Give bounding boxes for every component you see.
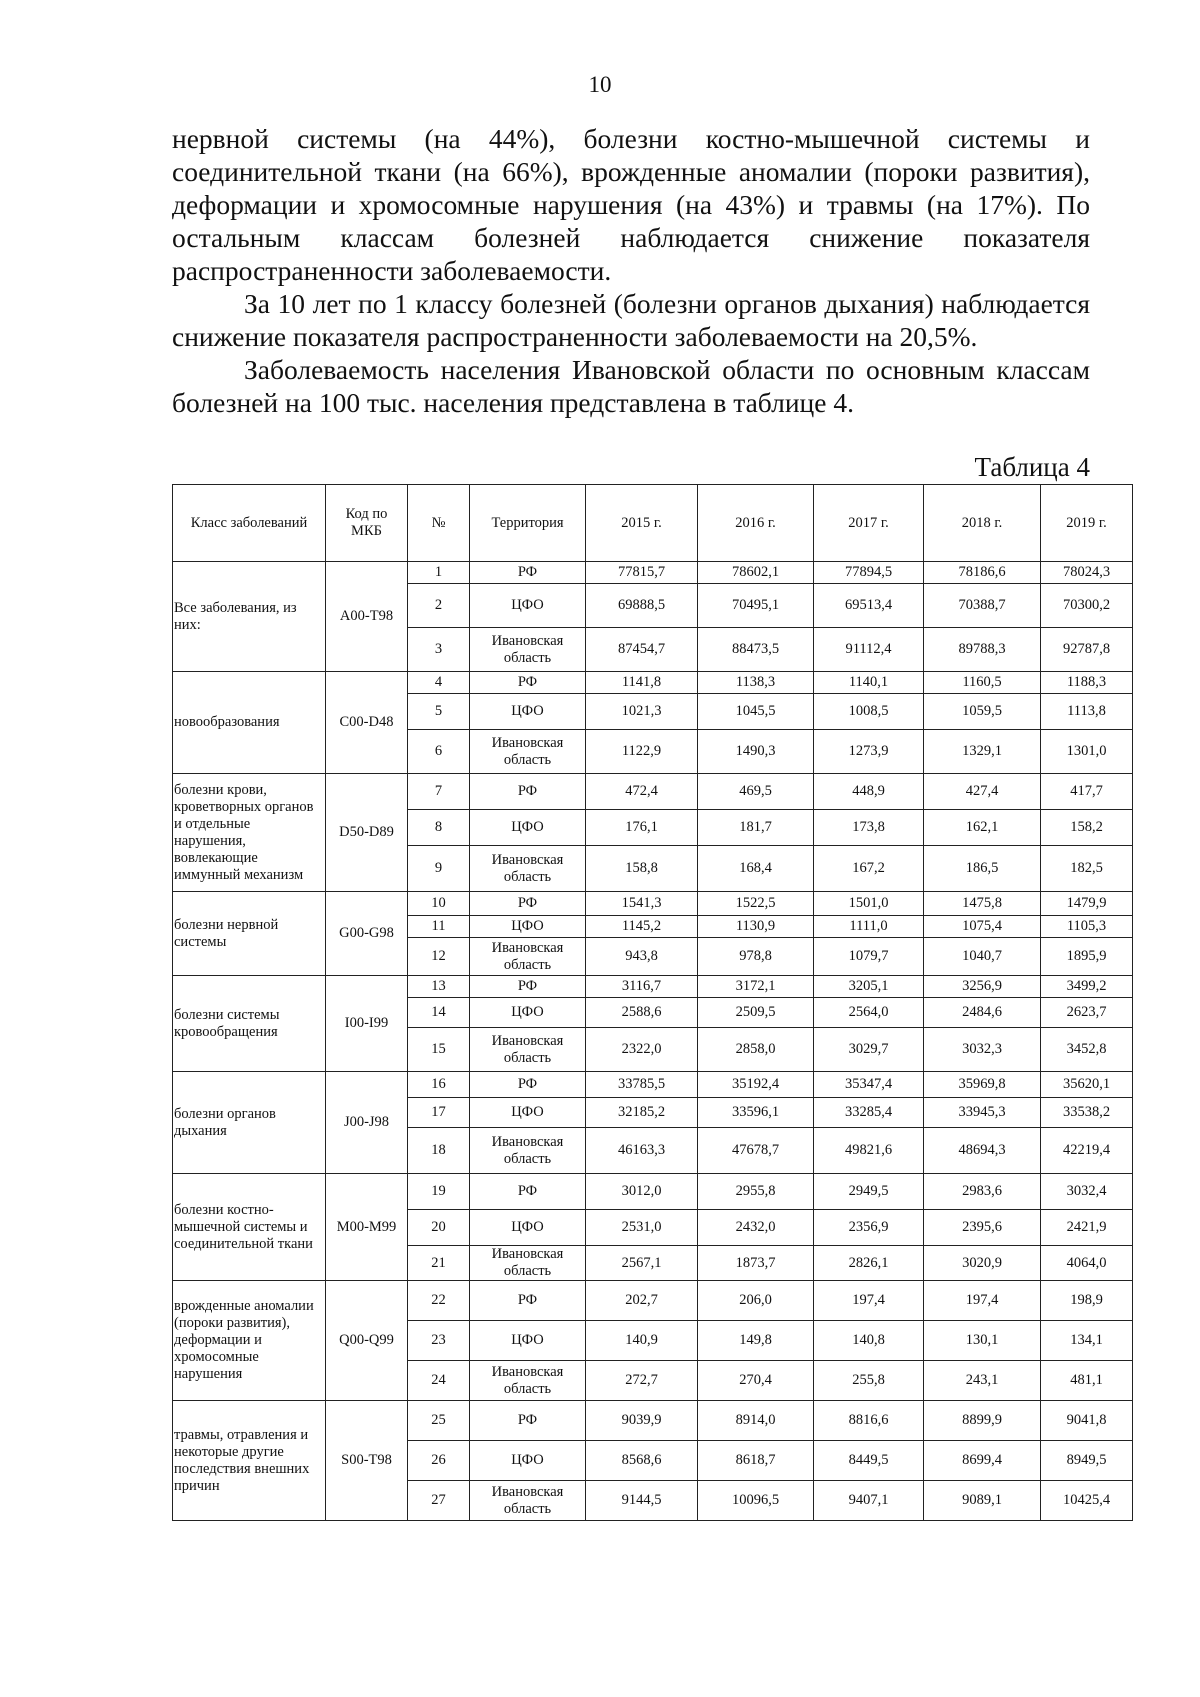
value-cell-2019: 198,9	[1041, 1281, 1133, 1321]
value-cell-2018: 89788,3	[924, 628, 1041, 672]
value-cell-2018: 162,1	[924, 810, 1041, 846]
value-cell-2019: 78024,3	[1041, 562, 1133, 584]
territory-cell: Ивановская область	[470, 1028, 586, 1072]
value-cell-2016: 35192,4	[698, 1072, 814, 1098]
value-cell-2019: 417,7	[1041, 774, 1133, 810]
value-cell-2017: 197,4	[814, 1281, 924, 1321]
row-number-cell: 6	[408, 730, 470, 774]
table-row	[173, 1401, 1133, 1441]
value-cell-2015: 140,9	[586, 1321, 698, 1361]
value-cell-2017: 1501,0	[814, 892, 924, 916]
value-cell-2017: 2564,0	[814, 998, 924, 1028]
value-cell-2016: 1138,3	[698, 672, 814, 694]
value-cell-2019: 1105,3	[1041, 916, 1133, 938]
value-cell-2017: 77894,5	[814, 562, 924, 584]
paragraph-1: нервной системы (на 44%), болезни костно-мышечной системы и соединительной ткани (на 66%), врожденные аномалии (пороки развития), деформации и хромосомные нарушения (на 43%) и травмы (на 17%). По остальным классам болезней наблюдается снижение показателя распространенности заболеваемости.	[172, 123, 1090, 286]
table-row	[173, 562, 1133, 584]
header-territory: Территория	[470, 485, 586, 562]
value-cell-2018: 8899,9	[924, 1401, 1041, 1441]
territory-cell: РФ	[470, 1174, 586, 1210]
value-cell-2016: 1490,3	[698, 730, 814, 774]
territory-cell: Ивановская область	[470, 1481, 586, 1521]
value-cell-2016: 168,4	[698, 846, 814, 892]
territory-cell: РФ	[470, 562, 586, 584]
value-cell-2019: 134,1	[1041, 1321, 1133, 1361]
disease-class-cell: Все заболевания, из них:	[173, 562, 326, 672]
table-row	[173, 1281, 1133, 1321]
table-row	[173, 1072, 1133, 1098]
row-number-cell: 25	[408, 1401, 470, 1441]
icd-code-cell: C00-D48	[326, 672, 408, 774]
value-cell-2018: 48694,3	[924, 1128, 1041, 1174]
value-cell-2019: 35620,1	[1041, 1072, 1133, 1098]
table-row	[173, 976, 1133, 998]
disease-class-cell: болезни крови, кроветворных органов и отдельные нарушения, вовлекающие иммунный механизм	[173, 774, 326, 892]
value-cell-2015: 77815,7	[586, 562, 698, 584]
table-header-row	[173, 485, 1133, 562]
body-text	[172, 122, 1090, 419]
territory-cell: ЦФО	[470, 916, 586, 938]
row-number-cell: 23	[408, 1321, 470, 1361]
value-cell-2019: 3452,8	[1041, 1028, 1133, 1072]
icd-code-cell: A00-T98	[326, 562, 408, 672]
territory-cell: РФ	[470, 976, 586, 998]
value-cell-2019: 481,1	[1041, 1361, 1133, 1401]
value-cell-2017: 167,2	[814, 846, 924, 892]
value-cell-2018: 1040,7	[924, 938, 1041, 976]
value-cell-2017: 140,8	[814, 1321, 924, 1361]
value-cell-2017: 35347,4	[814, 1072, 924, 1098]
value-cell-2018: 1475,8	[924, 892, 1041, 916]
row-number-cell: 19	[408, 1174, 470, 1210]
row-number-cell: 27	[408, 1481, 470, 1521]
territory-cell: ЦФО	[470, 1321, 586, 1361]
row-number-cell: 16	[408, 1072, 470, 1098]
row-number-cell: 14	[408, 998, 470, 1028]
disease-class-cell: болезни системы кровообращения	[173, 976, 326, 1072]
value-cell-2015: 8568,6	[586, 1441, 698, 1481]
territory-cell: Ивановская область	[470, 1361, 586, 1401]
territory-cell: РФ	[470, 892, 586, 916]
value-cell-2016: 2858,0	[698, 1028, 814, 1072]
value-cell-2016: 469,5	[698, 774, 814, 810]
territory-cell: Ивановская область	[470, 730, 586, 774]
territory-cell: РФ	[470, 672, 586, 694]
value-cell-2015: 32185,2	[586, 1098, 698, 1128]
value-cell-2019: 1895,9	[1041, 938, 1133, 976]
territory-cell: Ивановская область	[470, 1246, 586, 1281]
row-number-cell: 4	[408, 672, 470, 694]
value-cell-2019: 3032,4	[1041, 1174, 1133, 1210]
row-number-cell: 17	[408, 1098, 470, 1128]
value-cell-2016: 2432,0	[698, 1210, 814, 1246]
value-cell-2016: 2955,8	[698, 1174, 814, 1210]
value-cell-2018: 2395,6	[924, 1210, 1041, 1246]
value-cell-2017: 8816,6	[814, 1401, 924, 1441]
value-cell-2015: 9144,5	[586, 1481, 698, 1521]
value-cell-2019: 2421,9	[1041, 1210, 1133, 1246]
value-cell-2015: 272,7	[586, 1361, 698, 1401]
value-cell-2017: 1008,5	[814, 694, 924, 730]
value-cell-2016: 47678,7	[698, 1128, 814, 1174]
header-code: Код по МКБ	[326, 485, 408, 562]
icd-code-cell: J00-J98	[326, 1072, 408, 1174]
value-cell-2017: 91112,4	[814, 628, 924, 672]
value-cell-2017: 9407,1	[814, 1481, 924, 1521]
row-number-cell: 15	[408, 1028, 470, 1072]
value-cell-2015: 1145,2	[586, 916, 698, 938]
territory-cell: ЦФО	[470, 1441, 586, 1481]
territory-cell: РФ	[470, 1281, 586, 1321]
icd-code-cell: D50-D89	[326, 774, 408, 892]
row-number-cell: 7	[408, 774, 470, 810]
value-cell-2015: 69888,5	[586, 584, 698, 628]
value-cell-2017: 173,8	[814, 810, 924, 846]
paragraph-2: За 10 лет по 1 классу болезней (болезни органов дыхания) наблюдается снижение показателя распространенности заболеваемости на 20,5%.	[172, 288, 1090, 352]
disease-class-cell: болезни костно-мышечной системы и соединительной ткани	[173, 1174, 326, 1281]
value-cell-2017: 2949,5	[814, 1174, 924, 1210]
value-cell-2015: 3116,7	[586, 976, 698, 998]
value-cell-2018: 1160,5	[924, 672, 1041, 694]
value-cell-2018: 8699,4	[924, 1441, 1041, 1481]
value-cell-2015: 202,7	[586, 1281, 698, 1321]
value-cell-2016: 1045,5	[698, 694, 814, 730]
value-cell-2017: 2826,1	[814, 1246, 924, 1281]
territory-cell: ЦФО	[470, 810, 586, 846]
value-cell-2015: 87454,7	[586, 628, 698, 672]
value-cell-2015: 2322,0	[586, 1028, 698, 1072]
header-2018: 2018 г.	[924, 485, 1041, 562]
header-class: Класс заболеваний	[173, 485, 326, 562]
header-2015: 2015 г.	[586, 485, 698, 562]
value-cell-2019: 2623,7	[1041, 998, 1133, 1028]
value-cell-2017: 255,8	[814, 1361, 924, 1401]
value-cell-2018: 9089,1	[924, 1481, 1041, 1521]
value-cell-2016: 1130,9	[698, 916, 814, 938]
value-cell-2018: 1059,5	[924, 694, 1041, 730]
value-cell-2015: 176,1	[586, 810, 698, 846]
value-cell-2017: 69513,4	[814, 584, 924, 628]
value-cell-2018: 186,5	[924, 846, 1041, 892]
value-cell-2018: 1075,4	[924, 916, 1041, 938]
value-cell-2018: 3032,3	[924, 1028, 1041, 1072]
value-cell-2019: 4064,0	[1041, 1246, 1133, 1281]
value-cell-2016: 2509,5	[698, 998, 814, 1028]
row-number-cell: 22	[408, 1281, 470, 1321]
value-cell-2018: 3020,9	[924, 1246, 1041, 1281]
value-cell-2015: 1122,9	[586, 730, 698, 774]
row-number-cell: 8	[408, 810, 470, 846]
value-cell-2017: 3205,1	[814, 976, 924, 998]
value-cell-2017: 49821,6	[814, 1128, 924, 1174]
value-cell-2017: 448,9	[814, 774, 924, 810]
value-cell-2017: 1111,0	[814, 916, 924, 938]
territory-cell: Ивановская область	[470, 938, 586, 976]
value-cell-2015: 943,8	[586, 938, 698, 976]
value-cell-2016: 1873,7	[698, 1246, 814, 1281]
row-number-cell: 2	[408, 584, 470, 628]
value-cell-2016: 3172,1	[698, 976, 814, 998]
value-cell-2017: 2356,9	[814, 1210, 924, 1246]
value-cell-2019: 92787,8	[1041, 628, 1133, 672]
value-cell-2015: 46163,3	[586, 1128, 698, 1174]
value-cell-2015: 3012,0	[586, 1174, 698, 1210]
value-cell-2019: 1301,0	[1041, 730, 1133, 774]
value-cell-2015: 472,4	[586, 774, 698, 810]
value-cell-2016: 181,7	[698, 810, 814, 846]
value-cell-2015: 158,8	[586, 846, 698, 892]
value-cell-2018: 35969,8	[924, 1072, 1041, 1098]
table-row	[173, 892, 1133, 916]
row-number-cell: 5	[408, 694, 470, 730]
value-cell-2018: 243,1	[924, 1361, 1041, 1401]
table-row	[173, 672, 1133, 694]
value-cell-2017: 8449,5	[814, 1441, 924, 1481]
value-cell-2016: 8618,7	[698, 1441, 814, 1481]
disease-class-cell: врожденные аномалии (пороки развития), деформации и хромосомные нарушения	[173, 1281, 326, 1401]
value-cell-2018: 1329,1	[924, 730, 1041, 774]
value-cell-2017: 1140,1	[814, 672, 924, 694]
value-cell-2019: 70300,2	[1041, 584, 1133, 628]
header-2017: 2017 г.	[814, 485, 924, 562]
value-cell-2019: 182,5	[1041, 846, 1133, 892]
value-cell-2016: 78602,1	[698, 562, 814, 584]
value-cell-2017: 33285,4	[814, 1098, 924, 1128]
disease-class-cell: новообразования	[173, 672, 326, 774]
value-cell-2018: 197,4	[924, 1281, 1041, 1321]
value-cell-2019: 33538,2	[1041, 1098, 1133, 1128]
territory-cell: ЦФО	[470, 694, 586, 730]
icd-code-cell: I00-I99	[326, 976, 408, 1072]
value-cell-2018: 130,1	[924, 1321, 1041, 1361]
value-cell-2015: 1141,8	[586, 672, 698, 694]
value-cell-2018: 33945,3	[924, 1098, 1041, 1128]
icd-code-cell: M00-M99	[326, 1174, 408, 1281]
value-cell-2016: 149,8	[698, 1321, 814, 1361]
value-cell-2016: 88473,5	[698, 628, 814, 672]
icd-code-cell: S00-T98	[326, 1401, 408, 1521]
territory-cell: ЦФО	[470, 1098, 586, 1128]
value-cell-2015: 2567,1	[586, 1246, 698, 1281]
value-cell-2019: 1113,8	[1041, 694, 1133, 730]
row-number-cell: 20	[408, 1210, 470, 1246]
page-number: 10	[588, 72, 612, 97]
row-number-cell: 13	[408, 976, 470, 998]
row-number-cell: 24	[408, 1361, 470, 1401]
row-number-cell: 1	[408, 562, 470, 584]
territory-cell: ЦФО	[470, 998, 586, 1028]
value-cell-2019: 9041,8	[1041, 1401, 1133, 1441]
morbidity-table	[172, 484, 1133, 1521]
row-number-cell: 9	[408, 846, 470, 892]
value-cell-2018: 70388,7	[924, 584, 1041, 628]
value-cell-2015: 9039,9	[586, 1401, 698, 1441]
value-cell-2016: 10096,5	[698, 1481, 814, 1521]
value-cell-2018: 3256,9	[924, 976, 1041, 998]
table-row	[173, 774, 1133, 810]
value-cell-2019: 10425,4	[1041, 1481, 1133, 1521]
territory-cell: РФ	[470, 1072, 586, 1098]
territory-cell: РФ	[470, 774, 586, 810]
value-cell-2019: 1188,3	[1041, 672, 1133, 694]
value-cell-2019: 8949,5	[1041, 1441, 1133, 1481]
value-cell-2016: 70495,1	[698, 584, 814, 628]
value-cell-2017: 3029,7	[814, 1028, 924, 1072]
value-cell-2016: 1522,5	[698, 892, 814, 916]
row-number-cell: 3	[408, 628, 470, 672]
value-cell-2016: 270,4	[698, 1361, 814, 1401]
header-2016: 2016 г.	[698, 485, 814, 562]
territory-cell: Ивановская область	[470, 846, 586, 892]
value-cell-2016: 33596,1	[698, 1098, 814, 1128]
value-cell-2015: 2588,6	[586, 998, 698, 1028]
value-cell-2015: 33785,5	[586, 1072, 698, 1098]
value-cell-2016: 206,0	[698, 1281, 814, 1321]
territory-cell: ЦФО	[470, 1210, 586, 1246]
value-cell-2015: 2531,0	[586, 1210, 698, 1246]
row-number-cell: 26	[408, 1441, 470, 1481]
disease-class-cell: травмы, отравления и некоторые другие последствия внешних причин	[173, 1401, 326, 1521]
territory-cell: ЦФО	[470, 584, 586, 628]
territory-cell: Ивановская область	[470, 1128, 586, 1174]
row-number-cell: 11	[408, 916, 470, 938]
value-cell-2019: 158,2	[1041, 810, 1133, 846]
value-cell-2019: 1479,9	[1041, 892, 1133, 916]
table-caption: Таблица 4	[974, 452, 1090, 482]
value-cell-2018: 427,4	[924, 774, 1041, 810]
value-cell-2018: 2983,6	[924, 1174, 1041, 1210]
paragraph-3: Заболеваемость населения Ивановской области по основным классам болезней на 100 тыс. населения представлена в таблице 4.	[172, 354, 1090, 418]
icd-code-cell: G00-G98	[326, 892, 408, 976]
row-number-cell: 21	[408, 1246, 470, 1281]
row-number-cell: 10	[408, 892, 470, 916]
disease-class-cell: болезни органов дыхания	[173, 1072, 326, 1174]
icd-code-cell: Q00-Q99	[326, 1281, 408, 1401]
value-cell-2018: 2484,6	[924, 998, 1041, 1028]
row-number-cell: 12	[408, 938, 470, 976]
disease-class-cell: болезни нервной системы	[173, 892, 326, 976]
header-2019: 2019 г.	[1041, 485, 1133, 562]
header-number: №	[408, 485, 470, 562]
value-cell-2017: 1273,9	[814, 730, 924, 774]
value-cell-2019: 42219,4	[1041, 1128, 1133, 1174]
value-cell-2015: 1021,3	[586, 694, 698, 730]
value-cell-2016: 978,8	[698, 938, 814, 976]
territory-cell: РФ	[470, 1401, 586, 1441]
table-row	[173, 1174, 1133, 1210]
territory-cell: Ивановская область	[470, 628, 586, 672]
value-cell-2019: 3499,2	[1041, 976, 1133, 998]
value-cell-2015: 1541,3	[586, 892, 698, 916]
value-cell-2017: 1079,7	[814, 938, 924, 976]
row-number-cell: 18	[408, 1128, 470, 1174]
value-cell-2018: 78186,6	[924, 562, 1041, 584]
value-cell-2016: 8914,0	[698, 1401, 814, 1441]
